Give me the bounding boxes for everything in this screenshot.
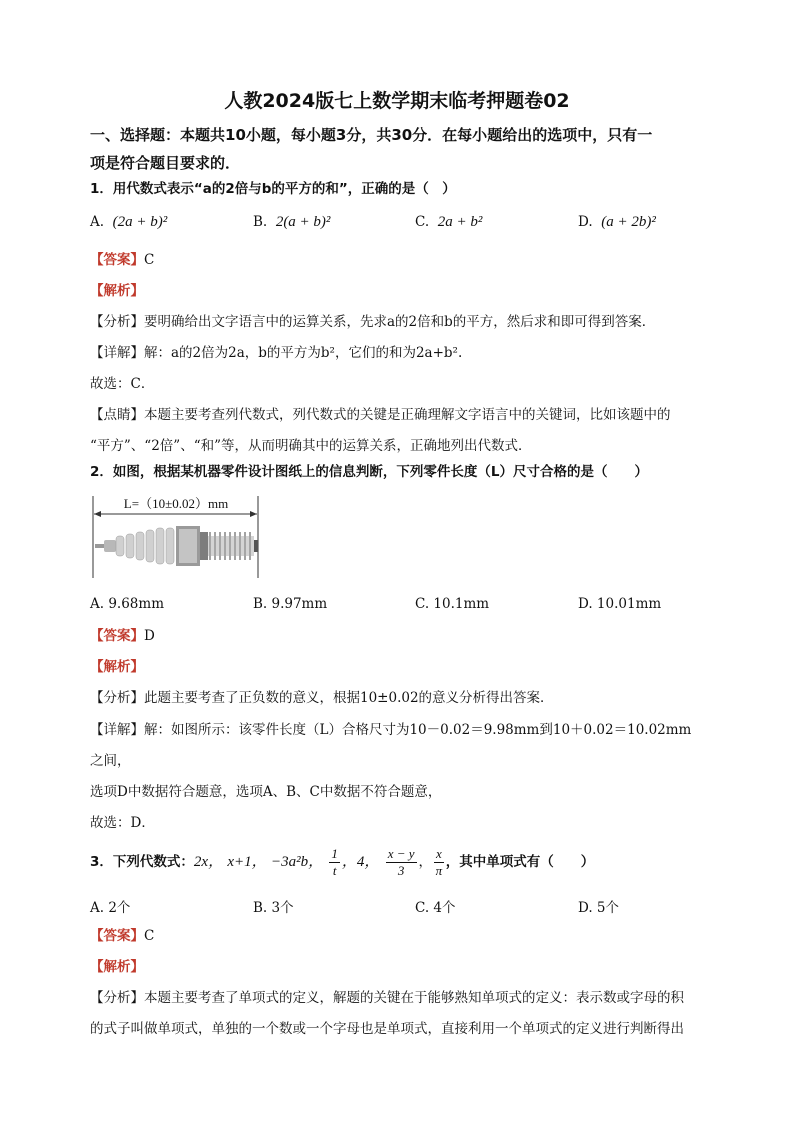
- q1-option-a-expr: (2a + b)²: [112, 214, 168, 230]
- q3-answer: 【答案】C: [90, 928, 155, 944]
- q1-dianjing-cont: “平方”、“2倍”、“和”等，从而明确其中的运算关系，正确地列出代数式．: [90, 438, 532, 454]
- q2-option-a: A. 9.68mm: [90, 596, 164, 612]
- q2-analysis-tag: 【解析】: [90, 659, 144, 675]
- page-title: 人教2024版七上数学期末临考押题卷02: [224, 90, 570, 112]
- q2-fenxi: 【分析】此题主要考查了正负数的意义，根据10±0.02的意义分析得出答案．: [90, 690, 554, 706]
- q3-expr-2: x+1，: [227, 854, 267, 870]
- section-heading-cont: 项是符合题目要求的．: [90, 154, 241, 172]
- q1-option-b: B. 2(a + b)²: [253, 214, 331, 230]
- q3-fraction-2: $\frac{x - y}{3}$: [387, 845, 415, 878]
- spark-plug-figure: [88, 492, 268, 582]
- q2-option-c: C. 10.1mm: [415, 596, 490, 612]
- q1-analysis-tag: 【解析】: [90, 283, 144, 299]
- q2-option-d: D. 10.01mm: [578, 596, 662, 612]
- q3-analysis-tag: 【解析】: [90, 959, 144, 975]
- q3-option-c: C. 4个: [415, 900, 456, 916]
- q1-dianjing: 【点睛】本题主要考查列代数式，列代数式的关键是正确理解文字语言中的关键词，比如该题中的: [90, 407, 671, 423]
- q3-expr-4: ，4，: [341, 854, 380, 870]
- q3-expr-1: 2x，: [193, 854, 224, 870]
- section-heading: 一、选择题：本题共10小题，每小题3分，共30分．在每小题给出的选项中，只有一: [90, 126, 653, 144]
- spark-plug-image: [88, 492, 268, 582]
- q2-guxuan: 故选：D．: [90, 815, 155, 831]
- q3-fenxi-cont: 的式子叫做单项式，单独的一个数或一个字母也是单项式，直接利用一个单项式的定义进行判断得出: [90, 1021, 684, 1037]
- q1-answer: 【答案】C: [90, 252, 155, 268]
- q1-guxuan: 故选：C．: [90, 376, 155, 392]
- q2-xiangjie: 【详解】解：如图所示：该零件长度（L）合格尺寸为10－0.02＝9.98mm到10＋0.02＝10.02mm: [90, 722, 692, 738]
- q2-stem: 2．如图，根据某机器零件设计图纸上的信息判断，下列零件长度（L）尺寸合格的是（ ）: [90, 464, 648, 480]
- q1-option-a: A. (2a + b)²: [90, 214, 168, 230]
- dimension-label: L=（10±0.02）mm: [123, 496, 229, 511]
- q3-option-d: D. 5个: [578, 900, 620, 916]
- q3-option-a: A. 2个: [90, 900, 131, 916]
- q1-stem: 1．用代数式表示“a的2倍与b的平方的和”，正确的是（ ）: [90, 181, 456, 197]
- q1-option-c-expr: 2a + b²: [437, 214, 483, 230]
- q2-xiangjie-cont: 之间，: [90, 753, 131, 769]
- q1-option-b-expr: 2(a + b)²: [275, 214, 331, 230]
- q1-xiangjie: 【详解】解：a的2倍为2a，b的平方为b²，它们的和为2a+b².: [90, 345, 463, 361]
- q2-answer: 【答案】D: [90, 628, 155, 644]
- q1-fenxi: 【分析】要明确给出文字语言中的运算关系，先求a的2倍和b的平方，然后求和即可得到答案．: [90, 314, 656, 330]
- q3-fraction-1: $\frac{1}{t}$: [331, 845, 338, 878]
- q1-option-c: C. 2a + b²: [415, 214, 483, 230]
- q3-option-b: B. 3个: [253, 900, 294, 916]
- q3-fenxi: 【分析】本题主要考查了单项式的定义，解题的关键在于能够熟知单项式的定义：表示数或字母的积: [90, 990, 684, 1006]
- q3-stem: 3．下列代数式： 2x， x+1， −3a²b， $\frac{1}{t}$ ，4， $\frac{x - y}{3}$ ， $\frac{x}{\pi}$ ，其中单项式有（ ）: [90, 845, 595, 878]
- q2-conclusion: 选项D中数据符合题意，选项A、B、C中数据不符合题意，: [90, 784, 442, 800]
- q2-option-b: B. 9.97mm: [253, 596, 328, 612]
- q1-option-d-expr: (a + 2b)²: [601, 214, 656, 230]
- q3-fraction-3: $\frac{x}{\pi}$: [435, 845, 443, 878]
- q1-option-d: D. (a + 2b)²: [578, 214, 656, 230]
- q3-expr-3: −3a²b，: [270, 854, 324, 870]
